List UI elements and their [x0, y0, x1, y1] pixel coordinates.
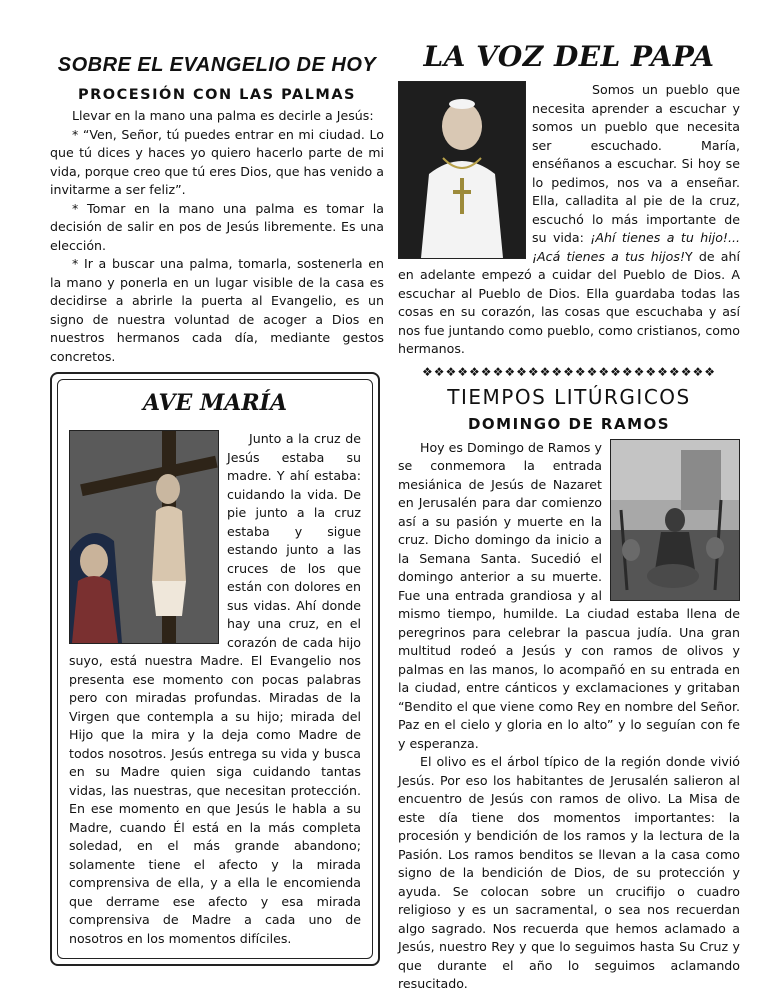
evangelio-subtitle: PROCESIÓN CON LAS PALMAS: [78, 87, 356, 103]
pope-portrait: [399, 82, 525, 258]
evangelio-paragraph-1: * “Ven, Señor, tú puedes entrar en mi ciudad. Lo que tú dices y haces yo quiero hacerlo parte de mi vida, porque creo que tú eres Dios, que has venido a invitarme a ser feliz”.: [50, 126, 384, 197]
papa-quote: ¡Ahí tienes a tu hijo!... ¡Acá tienes a tus hijos!: [532, 230, 740, 264]
evangelio-intro: Llevar en la mano una palma es decirle a Jesús:: [72, 108, 374, 123]
tiempos-liturgicos-title: TIEMPOS LITÚRGICOS: [447, 384, 691, 409]
domingo-de-ramos-subtitle: DOMINGO DE RAMOS: [467, 414, 671, 433]
crucifixion-illustration: [70, 431, 218, 643]
ave-maria-inner-frame: [57, 379, 373, 959]
evangelio-title: SOBRE EL EVANGELIO DE HOY: [57, 54, 377, 76]
ramos-paragraph-2: El olivo es el árbol típico de la región donde vivió Jesús. Por eso los habitantes de Jerusalén salieron al encuentro de Jesús con ramos de olivo. La Misa de este día tiene dos momentos importantes: la procesión y bendición de los ramos y la lectura de la Pasión. Los ramos benditos se llevan a la casa como signo de la bendición de Dios, de su protección y ayuda. Se colocan sobre un crucifijo o cuadro religioso y es un sacramental, o sea nos recuerdan algo sagrado. Nos recuerda que hemos aclamado a Jesús, nuestro Rey y que lo seguimos hasta Su Cruz y que durante el año lo seguimos aclamando resucitado.: [398, 754, 740, 991]
right-column: [398, 40, 740, 994]
pope-image: [398, 81, 526, 259]
ave-maria-box: [50, 372, 380, 966]
palm-sunday-illustration: [611, 440, 739, 600]
evangelio-body: [50, 107, 384, 366]
papa-text-after: Y de ahí en adelante empezó a cuidar del Pueblo de Dios. A escuchar al Pueblo de Dios. Ella guardaba todas las cosas en su corazón, las cosas que escuchaba y así nos fue juntando como pueblo, como cristianos, como hermanos.: [398, 248, 740, 356]
ornament-divider: ❖❖❖❖❖❖❖❖❖❖❖❖❖❖❖❖❖❖❖❖❖❖❖❖❖: [422, 364, 716, 379]
evangelio-section: [50, 54, 384, 366]
ave-maria-text: Junto a la cruz de Jesús estaba su madre. Y ahí estaba: cuidando la vida. De pie junto a la cruz estaba y sigue estando junto a las cruces de los que están con dolores en sus vidas. Ahí donde hay una cruz, en el corazón de cada hijo suyo, está nuestra Madre. El Evangelio nos presenta ese momento con pocas palabras pero con miradas profundas. Miradas de la Virgen que contempla a su hijo; mirada del Hijo que la mira y la deja como Madre de todos nosotros. Jesús entrega su vida y busca en su Madre quien siga cuidando tantas vidas, las nuestras, que necesitan protección. En ese momento en que Jesús le habla a su Madre, cuando Él está en la más completa soledad, en el más grande abandono; solamente tiene el afecto y la mirada comprensiva de ella, y a ella le encomienda que derrame ese afecto y esa mirada comprensiva de Madre a cada uno de nosotros en los momentos difíciles.: [69, 431, 361, 946]
palm-sunday-image: [610, 439, 740, 601]
evangelio-paragraph-3: * Ir a buscar una palma, tomarla, sostenerla en la mano y ponerla en un lugar visible de la casa es decidirse a abrirle la puerta al Evangelio, es un signo de nuestra voluntad de acoger a Dios en nuestros hermanos cada día, mediante gestos concretos.: [50, 256, 384, 364]
ramos-paragraph-1: Hoy es Domingo de Ramos y se conmemora la entrada mesiánica de Jesús de Nazaret en Jerusalén para dar comienzo así a su pasión y muerte en la cruz. Dicho domingo da inicio a la Semana Santa. Sucedió el domingo anterior a su muerte. Fue una entrada grandiosa y al mismo tiempo, humilde. La ciudad estaba llena de peregrinos para celebrar la pascua judía. Una gran multitud rodeó a Jesús y con ramos de olivos y palmas en las manos, lo acompañó en su entrada en la ciudad, entre cánticos y exclamaciones y gritaban “Bendito el que viene como Rey en nombre del Señor. Paz en el cielo y gloria en lo alto” y lo seguían con fe y esperanza.: [398, 439, 740, 751]
crucifixion-image: [69, 430, 219, 644]
ave-maria-title: AVE MARÍA: [142, 390, 288, 416]
evangelio-paragraph-2: * Tomar en la mano una palma es tomar la decisión de salir en pos de Jesús libremente. Es una elección.: [50, 200, 384, 253]
voz-del-papa-title: LA VOZ DEL PAPA: [423, 40, 715, 73]
papa-text-before: Somos un pueblo que necesita aprender a escuchar y somos un pueblo que necesita ser escuchado. María, enséñanos a escuchar. Si hoy se lo pedimos, nos va a enseñar. Ella, calladita al pie de la cruz, escuchó lo más importante de su vida:: [532, 82, 740, 245]
